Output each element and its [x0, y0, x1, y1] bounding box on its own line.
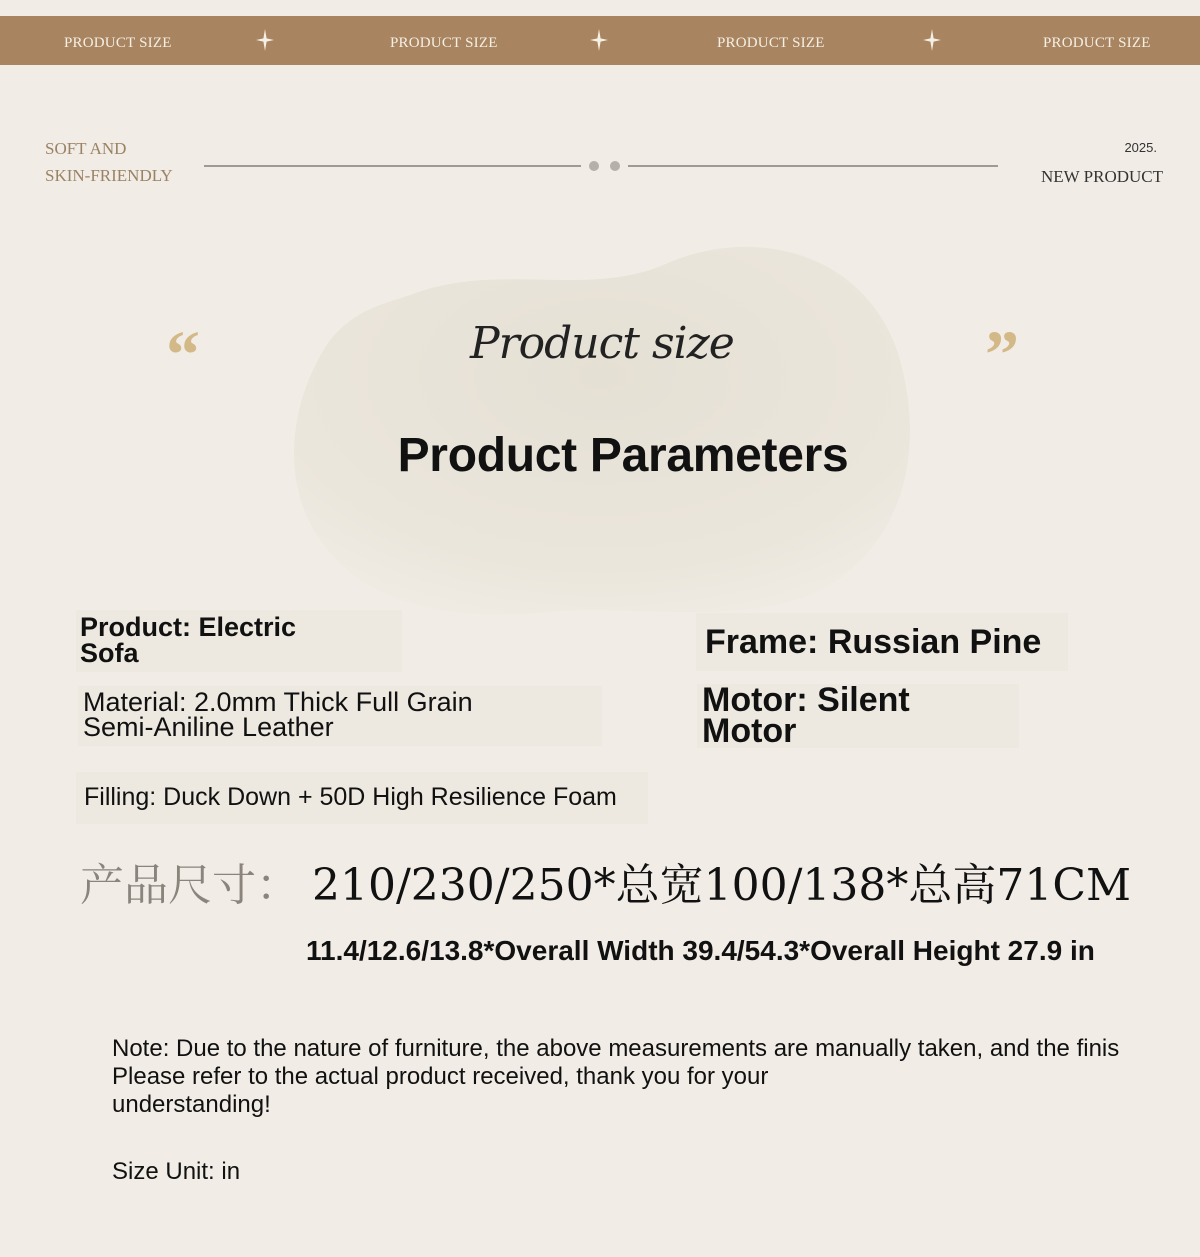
- size-unit: Size Unit: in: [112, 1158, 241, 1185]
- divider-dot: [610, 161, 620, 171]
- header-year: 2025.: [1124, 140, 1157, 155]
- note-line2: Please refer to the actual product received, thank you for your: [112, 1063, 769, 1090]
- size-label: 产品尺寸：: [80, 860, 300, 911]
- divider-line-right: [628, 165, 998, 167]
- banner-label: PRODUCT SIZE: [390, 35, 498, 51]
- note-line3: understanding!: [112, 1091, 271, 1118]
- top-banner: [0, 16, 1200, 65]
- param-product-line1: Product: Electric: [80, 612, 297, 642]
- banner-label: PRODUCT SIZE: [64, 35, 172, 51]
- param-motor-line1: Motor: Silent: [702, 681, 910, 719]
- note-block: [112, 1035, 1119, 1119]
- close-quote-mark: ”: [985, 316, 1019, 392]
- sparkle-icon: [256, 29, 274, 51]
- note-line1: Note: Due to the nature of furniture, the above measurements are manually taken, and the finis: [112, 1035, 1120, 1062]
- param-material-line2: Semi-Aniline Leather: [83, 712, 334, 742]
- header-left-line2: SKIN-FRIENDLY: [45, 166, 173, 185]
- header-left-line1: SOFT AND: [45, 139, 127, 158]
- param-material: [78, 686, 602, 746]
- size-line: [80, 856, 1131, 916]
- param-product-line2: Sofa: [80, 638, 139, 668]
- param-product: [76, 610, 402, 672]
- page-title: Product Parameters: [397, 429, 849, 482]
- banner-label: PRODUCT SIZE: [717, 35, 825, 51]
- header-new-product: NEW PRODUCT: [1041, 167, 1163, 186]
- divider-dot: [589, 161, 599, 171]
- open-quote-mark: “: [166, 316, 200, 392]
- divider-line-left: [204, 165, 581, 167]
- size-value-cm: 210/230/250*总宽100/138*总高71CM: [312, 860, 1132, 911]
- sparkle-icon: [923, 29, 941, 51]
- param-material-line1: Material: 2.0mm Thick Full Grain: [83, 687, 473, 717]
- param-filling: Filling: Duck Down + 50D High Resilience Foam: [76, 772, 648, 824]
- param-motor: [697, 681, 1019, 750]
- script-title: Product size: [470, 318, 734, 369]
- banner-label: PRODUCT SIZE: [1043, 35, 1151, 51]
- sparkle-icon: [590, 29, 608, 51]
- size-value-inches: 11.4/12.6/13.8*Overall Width 39.4/54.3*Overall Height 27.9 in: [306, 935, 1095, 966]
- header-left: [45, 135, 173, 189]
- param-frame: Frame: Russian Pine: [696, 613, 1068, 671]
- param-motor-line2: Motor: [702, 712, 797, 750]
